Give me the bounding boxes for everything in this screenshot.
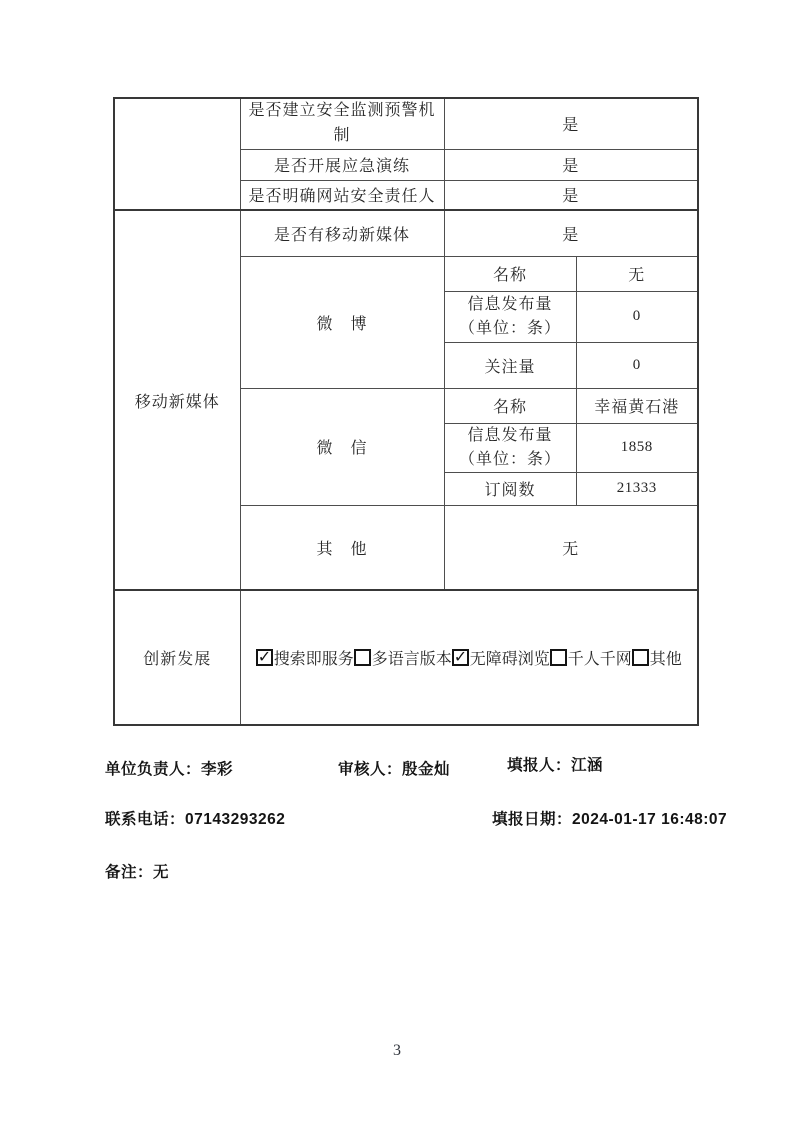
filler-label: 填报人： xyxy=(507,757,572,774)
reviewer-label: 审核人： xyxy=(338,761,403,778)
question-label-security-responsible: 是否明确网站安全责任人 xyxy=(240,180,444,210)
report-date-field xyxy=(492,807,727,829)
section-label-innovation: 创新发展 xyxy=(114,590,240,725)
value-weibo-posts: 0 xyxy=(576,291,698,342)
phone-field xyxy=(105,807,285,829)
answer-emergency-drill: 是 xyxy=(444,149,698,180)
remark-field xyxy=(105,860,169,882)
option-label-accessibility: 无障碍浏览 xyxy=(469,651,550,669)
checkbox-accessibility-icon xyxy=(452,649,469,666)
unit-head-label: 单位负责人： xyxy=(105,761,202,778)
table-row xyxy=(114,590,698,725)
report-date-label: 填报日期： xyxy=(492,811,573,828)
report-table xyxy=(113,97,699,726)
answer-security-responsible: 是 xyxy=(444,180,698,210)
checkbox-other-icon xyxy=(632,649,649,666)
field-label-wechat-subscribers: 订阅数 xyxy=(444,472,576,505)
group-label-wechat: 微 信 xyxy=(240,388,444,505)
remark-value: 无 xyxy=(153,864,170,881)
section-label-mobile-media: 移动新媒体 xyxy=(114,210,240,590)
table-row xyxy=(114,210,698,256)
field-label-line2: （单位：条） xyxy=(458,319,561,337)
checkbox-personalized-icon xyxy=(550,649,567,666)
phone-value: 07143293262 xyxy=(185,811,286,828)
field-label-wechat-posts xyxy=(444,423,576,472)
field-label-weibo-name: 名称 xyxy=(444,256,576,291)
field-label-weibo-followers: 关注量 xyxy=(444,342,576,388)
field-label-line1: 信息发布量 xyxy=(467,295,553,313)
reviewer-field xyxy=(338,757,450,779)
filler-value: 江涵 xyxy=(571,757,604,774)
table-row xyxy=(114,98,698,149)
unit-head-value: 李彩 xyxy=(201,761,234,778)
reviewer-value: 殷金灿 xyxy=(402,761,451,778)
field-label-line1: 信息发布量 xyxy=(467,426,553,444)
group-label-other-media: 其 他 xyxy=(240,505,444,590)
field-label-line2: （单位：条） xyxy=(458,450,561,468)
section-label-empty xyxy=(114,98,240,210)
report-date-value: 2024-01-17 16:48:07 xyxy=(572,811,728,828)
checkbox-multilingual-icon xyxy=(354,649,371,666)
value-wechat-posts: 1858 xyxy=(576,423,698,472)
innovation-options xyxy=(240,590,698,725)
phone-label: 联系电话： xyxy=(105,811,186,828)
filler-field xyxy=(507,753,603,775)
answer-monitor-warning: 是 xyxy=(444,98,698,149)
field-label-weibo-posts xyxy=(444,291,576,342)
value-other-media: 无 xyxy=(444,505,698,590)
option-label-search-as-service: 搜索即服务 xyxy=(273,651,354,669)
page-number: 3 xyxy=(393,1042,401,1059)
field-label-wechat-name: 名称 xyxy=(444,388,576,423)
checkbox-search-as-service-icon xyxy=(256,649,273,666)
remark-label: 备注： xyxy=(105,864,154,881)
answer-has-mobile-media: 是 xyxy=(444,210,698,256)
question-label-emergency-drill: 是否开展应急演练 xyxy=(240,149,444,180)
option-label-other: 其他 xyxy=(649,651,682,669)
option-label-personalized: 千人千网 xyxy=(567,651,632,669)
question-label-has-mobile-media: 是否有移动新媒体 xyxy=(240,210,444,256)
group-label-weibo: 微 博 xyxy=(240,256,444,388)
value-wechat-subscribers: 21333 xyxy=(576,472,698,505)
option-label-multilingual: 多语言版本 xyxy=(371,651,452,669)
question-label-monitor-warning: 是否建立安全监测预警机制 xyxy=(240,98,444,149)
value-weibo-name: 无 xyxy=(576,256,698,291)
value-wechat-name: 幸福黄石港 xyxy=(576,388,698,423)
unit-head-field xyxy=(105,757,233,779)
value-weibo-followers: 0 xyxy=(576,342,698,388)
